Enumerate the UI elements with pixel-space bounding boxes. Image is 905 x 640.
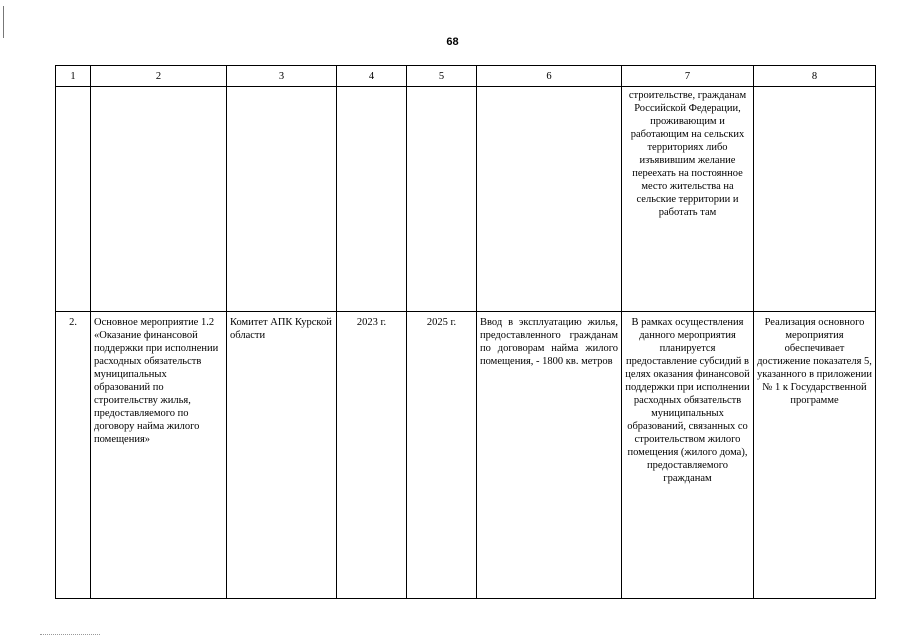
header-col-5: 5: [407, 66, 477, 87]
scan-artifact: [40, 634, 100, 635]
table-header-row: [56, 66, 876, 87]
cell-empty: [91, 87, 227, 312]
cell-measure-name: Основное мероприятие 1.2 «Оказание финансовой поддержки при исполнении расходных обязательств муниципальных образований по строительству жилья, предоставляемого по договору найма жилого помещения»: [91, 312, 227, 599]
header-col-1: 1: [56, 66, 91, 87]
header-col-3: 3: [227, 66, 337, 87]
table-row-2: [56, 312, 876, 599]
cell-empty: [56, 87, 91, 312]
cell-description-continued: строительстве, гражданам Российской Федерации, проживающим и работающим на сельских территориях либо изъявившим желание переехать на постоянное место жительства на сельские территории и работать там: [622, 87, 754, 312]
header-col-2: 2: [91, 66, 227, 87]
cell-description: В рамках осуществления данного мероприятия планируется предоставление субсидий в целях оказания финансовой поддержки при исполнении расходных обязательств муниципальных образований, связанных со строительством жилого помещения (жилого дома), предоставляемого гражданам: [622, 312, 754, 599]
cell-expected-result: Ввод в эксплуатацию жилья, предоставленного гражданам по договорам найма жилого помещения, - 1800 кв. метров: [477, 312, 622, 599]
cell-row-number: 2.: [56, 312, 91, 599]
header-col-4: 4: [337, 66, 407, 87]
cell-end-year: 2025 г.: [407, 312, 477, 599]
header-col-6: 6: [477, 66, 622, 87]
header-col-7: 7: [622, 66, 754, 87]
cell-start-year: 2023 г.: [337, 312, 407, 599]
measures-table: [55, 65, 876, 599]
cell-empty: [754, 87, 876, 312]
cell-empty: [337, 87, 407, 312]
margin-line: [3, 6, 4, 38]
page-number: 68: [446, 36, 459, 48]
cell-empty: [227, 87, 337, 312]
cell-indicator-link: Реализация основного мероприятия обеспечивает достижение показателя 5, указанного в приложении № 1 к Государственной программе: [754, 312, 876, 599]
cell-executor: Комитет АПК Курской области: [227, 312, 337, 599]
cell-empty: [477, 87, 622, 312]
header-col-8: 8: [754, 66, 876, 87]
cell-empty: [407, 87, 477, 312]
table-row-continuation: [56, 87, 876, 312]
